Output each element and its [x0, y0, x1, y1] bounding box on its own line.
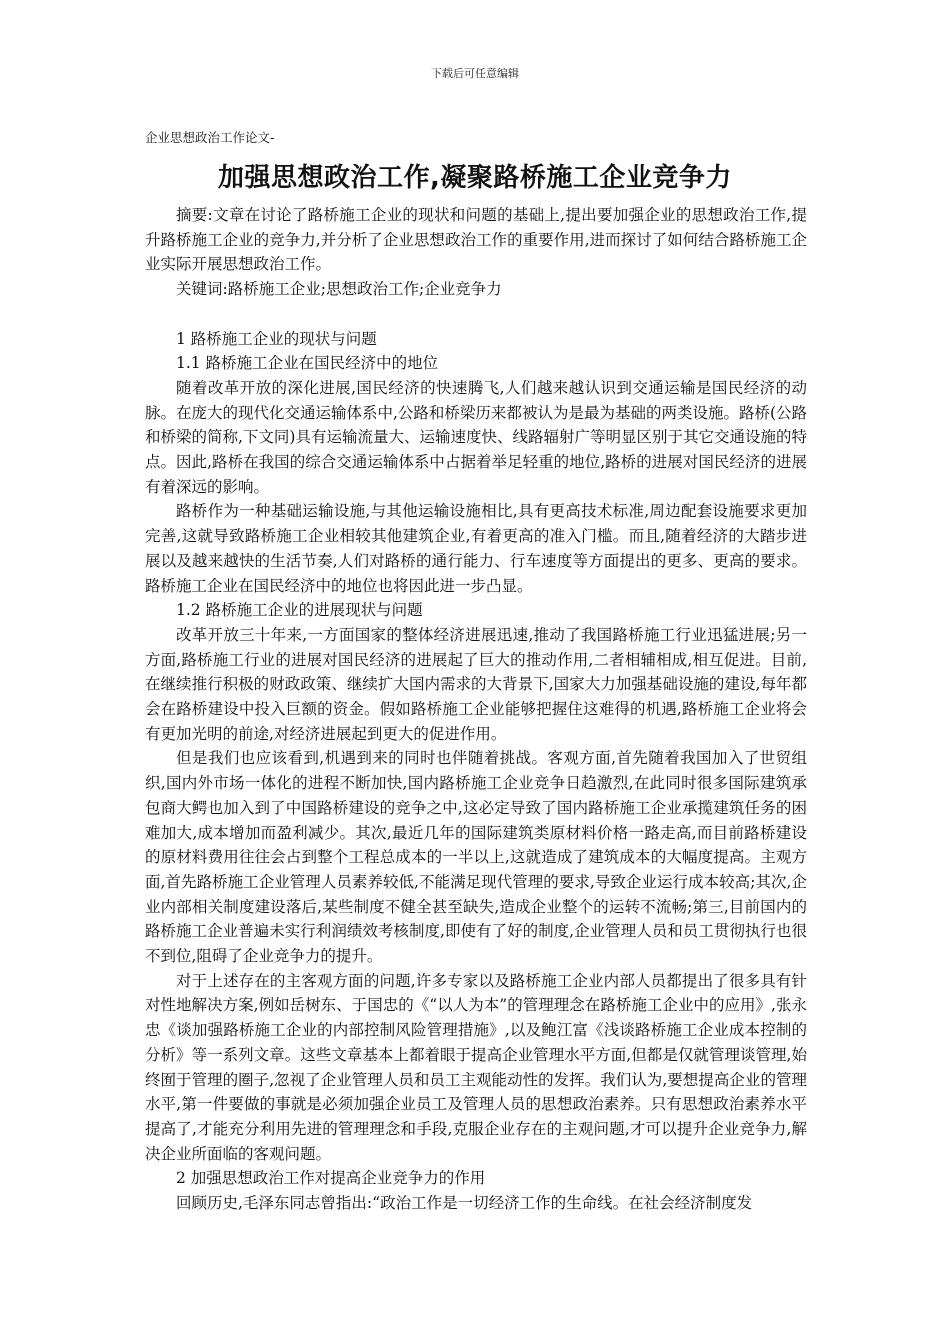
section-heading: 2 加强思想政治工作对提高企业竞争力的作用 — [176, 1169, 486, 1188]
keywords-paragraph: 关键词:路桥施工企业;思想政治工作;企业竞争力 — [176, 280, 502, 299]
abstract-paragraph: 摘要:文章在讨论了路桥施工企业的现状和问题的基础上,提出要加强企业的思想政治工作,提升路桥施工企业的竞争力,并分析了企业思想政治工作的重要作用,进而探讨了如何结合路桥施工企业实际开展思想政治工作。 — [145, 206, 807, 274]
document-title: 加强思想政治工作,凝聚路桥施工企业竞争力 — [218, 163, 732, 193]
subsection-heading: 1.1 路桥施工企业在国民经济中的地位 — [176, 354, 439, 373]
body-text — [145, 203, 807, 1216]
body-paragraph: 随着改革开放的深化进展,国民经济的快速腾飞,人们越来越认识到交通运输是国民经济的动脉。在庞大的现代化交通运输体系中,公路和桥梁历来都被认为是最为基础的两类设施。路桥(公路和桥梁的简称,下文同)具有运输流量大、运输速度快、线路辐射广等明显区别于其它交通设施的特点。因此,路桥在我国的综合交通运输体系中占据着举足轻重的地位,路桥的进展对国民经济的进展有着深远的影响。 — [145, 378, 807, 496]
body-paragraph: 改革开放三十年来,一方面国家的整体经济进展迅速,推动了我国路桥施工行业迅猛进展;另一方面,路桥施工行业的进展对国民经济的进展起了巨大的推动作用,二者相辅相成,相互促进。目前,在继续推行积极的财政政策、继续扩大国内需求的大背景下,国家大力加强基础设施的建设,每年都会在路桥建设中投入巨额的资金。假如路桥施工企业能够把握住这难得的机遇,路桥施工企业将会有更加光明的前途,对经济进展起到更大的促进作用。 — [145, 625, 807, 743]
subsection-heading: 1.2 路桥施工企业的进展现状与问题 — [176, 601, 423, 620]
series-label: 企业思想政治工作论文- — [145, 130, 275, 145]
body-paragraph: 对于上述存在的主客观方面的问题,许多专家以及路桥施工企业内部人员都提出了很多具有针对性地解决方案,例如岳树东、于国忠的《“以人为本”的管理理念在路桥施工企业中的应用》,张永忠《谈加强路桥施工企业的内部控制风险管理措施》,以及鲍江富《浅谈路桥施工企业成本控制的分析》等一系列文章。这些文章基本上都着眼于提高企业管理水平方面,但都是仅就管理谈管理,始终囿于管理的圈子,忽视了企业管理人员和员工主观能动性的发挥。我们认为,要想提高企业的管理水平,第一件要做的事就是必须加强企业员工及管理人员的思想政治素养。只有思想政治素养水平提高了,才能充分利用先进的管理理念和手段,克服企业存在的主观问题,才可以提升企业竞争力,解决企业所面临的客观问题。 — [145, 971, 807, 1163]
section-heading: 1 路桥施工企业的现状与问题 — [176, 329, 377, 348]
body-paragraph: 路桥作为一种基础运输设施,与其他运输设施相比,具有更高技术标准,周边配套设施要求更加完善,这就导致路桥施工企业相较其他建筑企业,有着更高的准入门槛。而且,随着经济的大踏步进展以及越来越快的生活节奏,人们对路桥的通行能力、行车速度等方面提出的更多、更高的要求。路桥施工企业在国民经济中的地位也将因此进一步凸显。 — [145, 502, 807, 595]
body-paragraph: 回顾历史,毛泽东同志曾指出:“政治工作是一切经济工作的生命线。在社会经济制度发 — [176, 1194, 753, 1213]
body-paragraph: 但是我们也应该看到,机遇到来的同时也伴随着挑战。客观方面,首先随着我国加入了世贸组织,国内外市场一体化的进程不断加快,国内路桥施工企业竞争日趋激烈,在此同时很多国际建筑承包商大鳄也加入到了中国路桥建设的竞争之中,这必定导致了国内路桥施工企业承揽建筑任务的困难加大,成本增加而盈利减少。其次,最近几年的国际建筑类原材料价格一路走高,而目前路桥建设的原材料费用往往会占到整个工程总成本的一半以上,这就造成了建筑成本的大幅度提高。主观方面,首先路桥施工企业管理人员素养较低,不能满足现代管理的要求,导致企业运行成本较高;其次,企业内部相关制度建设落后,某些制度不健全甚至缺失,造成企业整个的运转不流畅;第三,目前国内的路桥施工企业普遍未实行利润绩效考核制度,即使有了好的制度,企业管理人员和员工贯彻执行也很不到位,阻碍了企业竞争力的提升。 — [145, 749, 807, 966]
header-note: 下载后可任意编辑 — [431, 67, 519, 80]
